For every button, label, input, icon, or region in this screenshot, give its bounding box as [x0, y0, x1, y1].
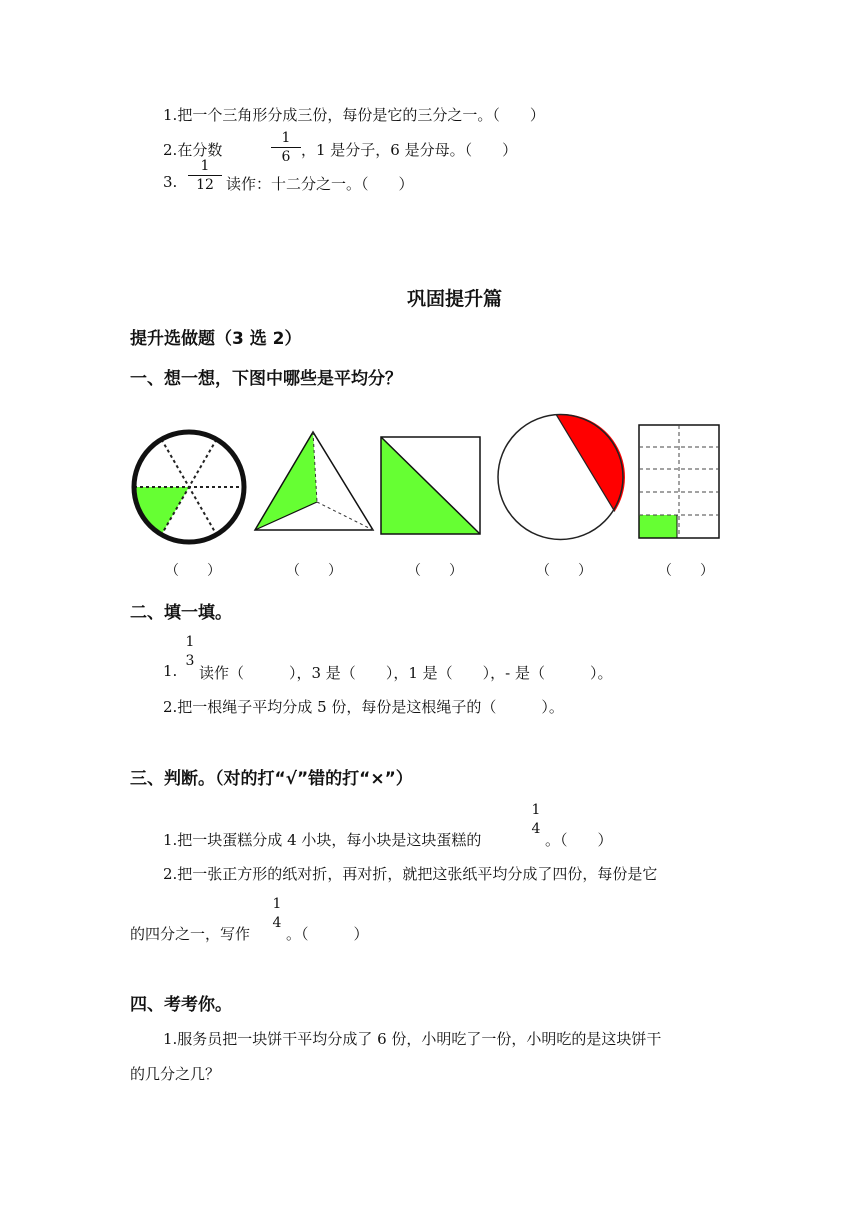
shaded-sector — [134, 487, 189, 535]
question-3-post: 读作：十二分之一。（ ） — [226, 175, 414, 193]
part4-q1-line2: 的几分之几？ — [130, 1065, 221, 1083]
answer-blank-3[interactable]: （ ） — [407, 563, 463, 579]
circle-sixths-figure — [130, 428, 248, 546]
fraction-denominator: 4 — [272, 915, 282, 931]
part2-q1-text: 读作（ ），3 是（ ），1 是（ ），- 是（ ）。 — [199, 664, 613, 682]
fraction-1-4 — [529, 802, 543, 837]
part3-q2-line1: 2.把一张正方形的纸对折，再对折，就把这张纸平均分成了四份，每份是它 — [163, 865, 658, 883]
question-1-text: 把一个三角形分成三份，每份是它的三分之一。（ ） — [177, 106, 545, 124]
question-3-num: 3. — [163, 173, 178, 191]
question-2-pre: 在分数 — [177, 141, 223, 159]
fraction-1-6 — [271, 130, 301, 165]
part4-heading: 四、考考你。 — [130, 995, 232, 1015]
part3-q1-pre: 1.把一块蛋糕分成 4 小块，每小块是这块蛋糕的 — [163, 831, 482, 849]
fraction-1-3 — [183, 634, 197, 669]
rectangle-grid-figure — [638, 424, 720, 540]
question-2-num: 2. — [163, 141, 178, 159]
fraction-numerator: 1 — [200, 158, 210, 174]
answer-blank-2[interactable]: （ ） — [286, 563, 342, 579]
fraction-denominator: 3 — [185, 653, 195, 669]
fraction-numerator: 1 — [531, 802, 541, 818]
fraction-numerator: 1 — [185, 634, 195, 650]
fraction-denominator: 6 — [281, 149, 291, 165]
answer-blank-1[interactable]: （ ） — [165, 563, 221, 579]
fraction-numerator: 1 — [281, 130, 291, 146]
fraction-denominator: 4 — [531, 821, 541, 837]
part3-q2-line2-post: 。（ ） — [286, 925, 369, 943]
fraction-denominator: 12 — [196, 177, 214, 193]
red-segment — [556, 414, 625, 511]
part2-q2: 2.把一根绳子平均分成 5 份，每份是这根绳子的（ ）。 — [163, 698, 564, 716]
subtitle: 提升选做题（3 选 2） — [130, 329, 302, 349]
triangle-split-figure — [253, 430, 375, 534]
shaded-cell — [639, 515, 677, 538]
square-diagonal-figure — [380, 436, 482, 536]
fraction-1-12 — [188, 158, 222, 193]
part3-q1-post: 。（ ） — [545, 831, 613, 849]
part4-q1-line1: 1.服务员把一块饼干平均分成了 6 份，小明吃了一份，小明吃的是这块饼干 — [163, 1030, 662, 1048]
question-2 — [163, 139, 222, 160]
fraction-numerator: 1 — [272, 896, 282, 912]
answer-blank-4[interactable]: （ ） — [536, 563, 592, 579]
question-2-post: ，1 是分子，6 是分母。（ ） — [301, 141, 518, 159]
part2-heading: 二、填一填。 — [130, 603, 232, 623]
answer-blank-5[interactable]: （ ） — [658, 563, 714, 579]
section-title: 巩固提升篇 — [407, 288, 503, 310]
part3-heading: 三、判断。（对的打“√”错的打“×”） — [130, 769, 413, 789]
question-1 — [163, 104, 545, 125]
part3-q2-line2-pre: 的四分之一，写作 — [130, 925, 251, 943]
part1-heading: 一、想一想，下图中哪些是平均分？ — [130, 369, 402, 389]
part2-q1-num: 1. — [163, 662, 178, 680]
fraction-1-4 — [270, 896, 284, 931]
circle-segment-figure — [497, 412, 627, 542]
question-1-num: 1. — [163, 106, 178, 124]
